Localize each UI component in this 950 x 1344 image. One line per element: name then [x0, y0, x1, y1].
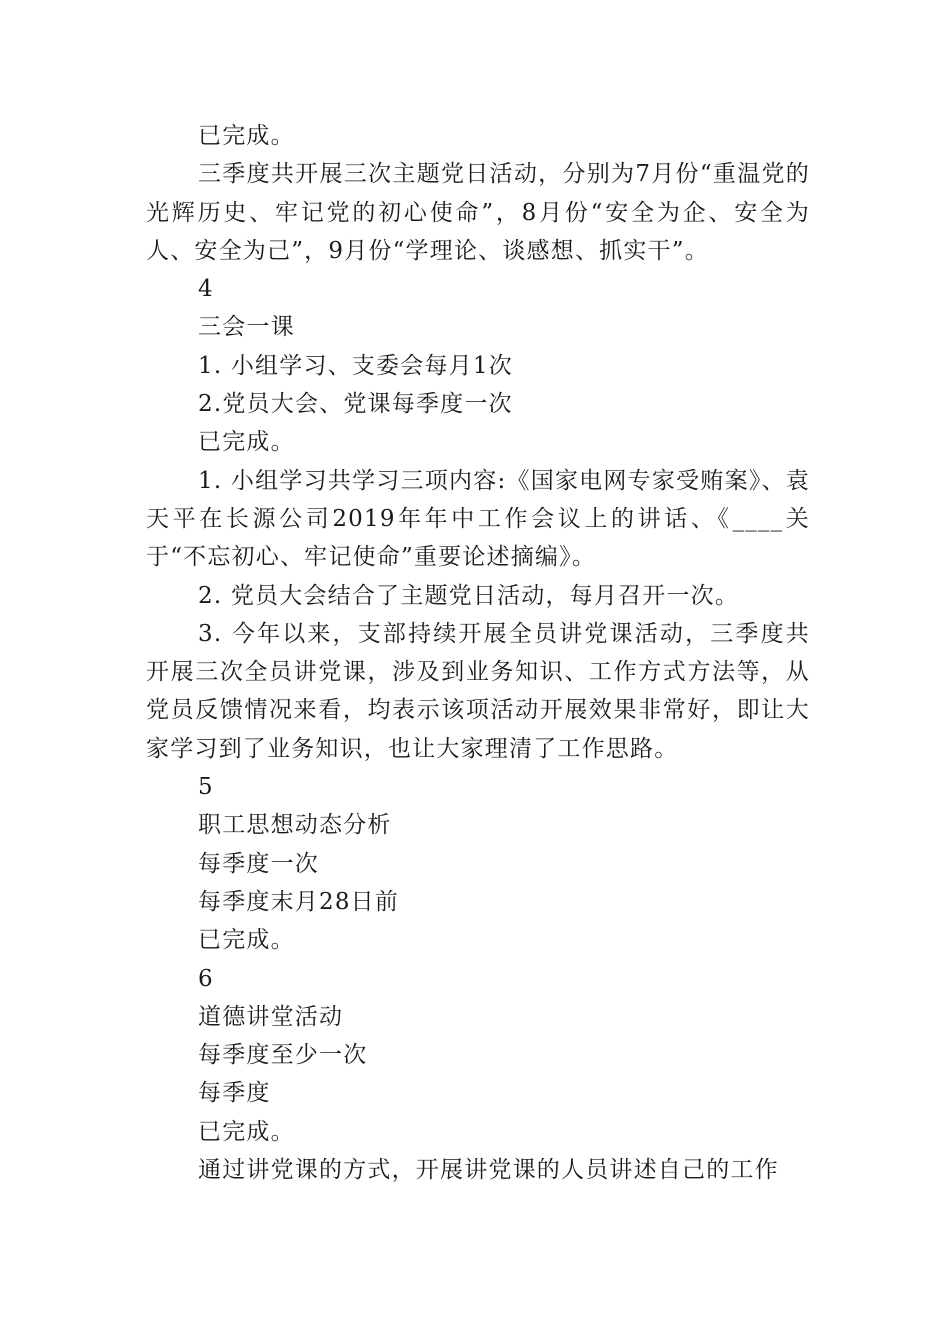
item-title: 职工思想动态分析 — [198, 812, 392, 839]
item-deadline: 每季度 — [198, 1080, 271, 1107]
status-line: 已完成。 — [198, 123, 295, 149]
item-requirement: 每季度一次 — [198, 850, 319, 877]
item-deadline: 每季度末月28日前 — [198, 888, 400, 915]
item-number: 5 — [198, 774, 214, 801]
item-requirement: 2.党员大会、党课每季度一次 — [198, 391, 513, 418]
item-number: 6 — [198, 965, 214, 992]
document-body — [146, 117, 810, 1189]
item-requirement: 每季度至少一次 — [198, 1042, 368, 1069]
paragraph-party-lecture: 3. 今年以来，支部持续开展全员讲党课活动，三季度共开展三次全员讲党课，涉及到业务知识、工作方式方法等，从党员反馈情况来看，均表示该项活动开展效果非常好，即让大家学习到了业务知识，也让大家理清了工作思路。 — [146, 620, 810, 762]
status-line: 已完成。 — [198, 927, 295, 954]
item-title: 道德讲堂活动 — [198, 1003, 344, 1030]
status-line: 已完成。 — [198, 1118, 295, 1145]
item-number: 4 — [198, 276, 214, 303]
status-line: 已完成。 — [198, 429, 295, 456]
paragraph-member-meeting: 2. 党员大会结合了主题党日活动，每月召开一次。 — [198, 582, 740, 609]
paragraph-lecture-method: 通过讲党课的方式，开展讲党课的人员讲述自己的工作 — [198, 1157, 779, 1184]
paragraph-group-study: 1. 小组学习共学习三项内容:《国家电网专家受贿案》、袁天平在长源公司2019年年中工作会议上的讲话、《____关于“不忘初心、牢记使命”重要论述摘编》。 — [146, 467, 810, 571]
paragraph-party-day: 三季度共开展三次主题党日活动，分别为7月份“重温党的光辉历史、牢记党的初心使命”，8月份“安全为企、安全为人、安全为己”，9月份“学理论、谈感想、抓实干”。 — [146, 161, 810, 264]
item-title: 三会一课 — [198, 314, 295, 341]
item-requirement: 1. 小组学习、支委会每月1次 — [198, 352, 513, 379]
